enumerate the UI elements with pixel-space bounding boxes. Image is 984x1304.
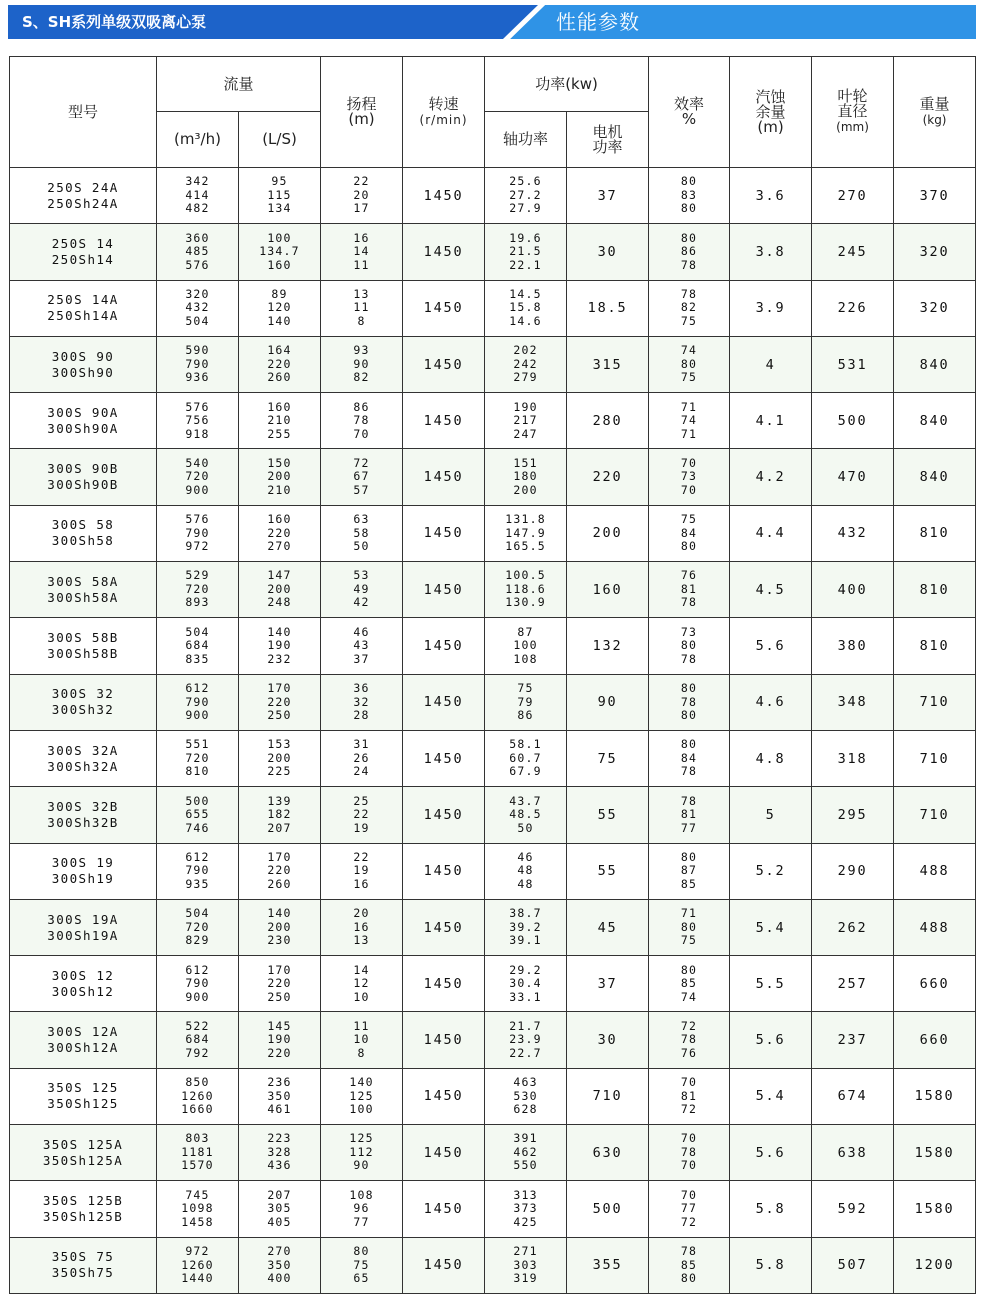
- cell-model: 350S 75 350Sh75: [10, 1237, 157, 1293]
- table-row: [10, 336, 976, 392]
- cell-head: 53 49 42: [321, 562, 403, 618]
- cell-shaft-power: 75 79 86: [485, 674, 567, 730]
- cell-head: 31 26 24: [321, 730, 403, 786]
- cell-flow-m3h: 360 485 576: [157, 224, 239, 280]
- cell-motor-power: 18.5: [567, 280, 649, 336]
- cell-head: 25 22 19: [321, 787, 403, 843]
- cell-motor-power: 200: [567, 505, 649, 561]
- cell-npsh: 4.6: [730, 674, 812, 730]
- table-row: [10, 505, 976, 561]
- cell-model: 300S 32A 300Sh32A: [10, 730, 157, 786]
- cell-impeller-diameter: 295: [812, 787, 894, 843]
- cell-speed: 1450: [403, 956, 485, 1012]
- cell-weight: 320: [894, 280, 976, 336]
- cell-impeller-diameter: 470: [812, 449, 894, 505]
- cell-motor-power: 280: [567, 393, 649, 449]
- cell-efficiency: 78 82 75: [649, 280, 730, 336]
- cell-head: 80 75 65: [321, 1237, 403, 1293]
- cell-head: 22 19 16: [321, 843, 403, 899]
- cell-shaft-power: 463 530 628: [485, 1068, 567, 1124]
- cell-npsh: 5.8: [730, 1181, 812, 1237]
- cell-impeller-diameter: 432: [812, 505, 894, 561]
- cell-efficiency: 80 87 85: [649, 843, 730, 899]
- cell-speed: 1450: [403, 618, 485, 674]
- cell-speed: 1450: [403, 224, 485, 280]
- table-row: [10, 1068, 976, 1124]
- cell-weight: 810: [894, 505, 976, 561]
- cell-speed: 1450: [403, 1237, 485, 1293]
- cell-flow-ls: 95 115 134: [239, 168, 321, 224]
- cell-impeller-diameter: 638: [812, 1125, 894, 1181]
- cell-motor-power: 45: [567, 899, 649, 955]
- cell-weight: 840: [894, 449, 976, 505]
- cell-weight: 1580: [894, 1181, 976, 1237]
- cell-speed: 1450: [403, 1125, 485, 1181]
- cell-model: 250S 24A 250Sh24A: [10, 168, 157, 224]
- table-row: [10, 730, 976, 786]
- cell-weight: 320: [894, 224, 976, 280]
- cell-flow-m3h: 529 720 893: [157, 562, 239, 618]
- cell-efficiency: 78 85 80: [649, 1237, 730, 1293]
- table-row: [10, 899, 976, 955]
- cell-flow-m3h: 803 1181 1570: [157, 1125, 239, 1181]
- cell-speed: 1450: [403, 562, 485, 618]
- header-impeller: 叶轮 直径 (mm): [812, 57, 894, 168]
- cell-npsh: 4.2: [730, 449, 812, 505]
- cell-head: 63 58 50: [321, 505, 403, 561]
- cell-impeller-diameter: 270: [812, 168, 894, 224]
- cell-efficiency: 70 81 72: [649, 1068, 730, 1124]
- cell-flow-ls: 139 182 207: [239, 787, 321, 843]
- cell-impeller-diameter: 500: [812, 393, 894, 449]
- cell-speed: 1450: [403, 899, 485, 955]
- cell-flow-m3h: 551 720 810: [157, 730, 239, 786]
- cell-motor-power: 55: [567, 843, 649, 899]
- cell-motor-power: 500: [567, 1181, 649, 1237]
- cell-speed: 1450: [403, 336, 485, 392]
- cell-flow-ls: 140 200 230: [239, 899, 321, 955]
- cell-head: 72 67 57: [321, 449, 403, 505]
- cell-efficiency: 75 84 80: [649, 505, 730, 561]
- cell-shaft-power: 151 180 200: [485, 449, 567, 505]
- cell-weight: 810: [894, 618, 976, 674]
- performance-table: [9, 56, 976, 1294]
- cell-npsh: 3.9: [730, 280, 812, 336]
- section-title: 性能参数: [556, 10, 640, 34]
- cell-speed: 1450: [403, 730, 485, 786]
- cell-motor-power: 132: [567, 618, 649, 674]
- cell-speed: 1450: [403, 843, 485, 899]
- cell-model: 300S 58B 300Sh58B: [10, 618, 157, 674]
- cell-weight: 488: [894, 843, 976, 899]
- cell-head: 20 16 13: [321, 899, 403, 955]
- cell-motor-power: 355: [567, 1237, 649, 1293]
- cell-speed: 1450: [403, 168, 485, 224]
- cell-shaft-power: 14.5 15.8 14.6: [485, 280, 567, 336]
- cell-efficiency: 78 81 77: [649, 787, 730, 843]
- cell-npsh: 4.1: [730, 393, 812, 449]
- cell-efficiency: 70 77 72: [649, 1181, 730, 1237]
- cell-efficiency: 70 78 70: [649, 1125, 730, 1181]
- table-row: [10, 1237, 976, 1293]
- cell-motor-power: 37: [567, 168, 649, 224]
- cell-efficiency: 72 78 76: [649, 1012, 730, 1068]
- cell-shaft-power: 21.7 23.9 22.7: [485, 1012, 567, 1068]
- cell-motor-power: 630: [567, 1125, 649, 1181]
- cell-flow-ls: 153 200 225: [239, 730, 321, 786]
- cell-weight: 810: [894, 562, 976, 618]
- table-row: [10, 843, 976, 899]
- cell-flow-m3h: 500 655 746: [157, 787, 239, 843]
- cell-weight: 1580: [894, 1125, 976, 1181]
- table-row: [10, 1012, 976, 1068]
- header-head: 扬程 (m): [321, 57, 403, 168]
- cell-impeller-diameter: 531: [812, 336, 894, 392]
- cell-impeller-diameter: 318: [812, 730, 894, 786]
- cell-head: 16 14 11: [321, 224, 403, 280]
- cell-head: 13 11 8: [321, 280, 403, 336]
- table-row: [10, 787, 976, 843]
- cell-efficiency: 71 74 71: [649, 393, 730, 449]
- cell-model: 350S 125B 350Sh125B: [10, 1181, 157, 1237]
- cell-shaft-power: 38.7 39.2 39.1: [485, 899, 567, 955]
- cell-weight: 1580: [894, 1068, 976, 1124]
- cell-flow-m3h: 612 790 900: [157, 956, 239, 1012]
- cell-weight: 488: [894, 899, 976, 955]
- cell-weight: 660: [894, 1012, 976, 1068]
- cell-flow-ls: 160 210 255: [239, 393, 321, 449]
- cell-motor-power: 220: [567, 449, 649, 505]
- cell-speed: 1450: [403, 505, 485, 561]
- cell-speed: 1450: [403, 393, 485, 449]
- cell-speed: 1450: [403, 674, 485, 730]
- cell-motor-power: 315: [567, 336, 649, 392]
- table-row: [10, 168, 976, 224]
- cell-motor-power: 30: [567, 224, 649, 280]
- header-flow-ls: (L/S): [239, 112, 321, 168]
- cell-model: 350S 125 350Sh125: [10, 1068, 157, 1124]
- cell-shaft-power: 313 373 425: [485, 1181, 567, 1237]
- header-speed: 转速 (r/min): [403, 57, 485, 168]
- cell-model: 300S 90 300Sh90: [10, 336, 157, 392]
- table-row: [10, 449, 976, 505]
- cell-motor-power: 710: [567, 1068, 649, 1124]
- cell-efficiency: 80 86 78: [649, 224, 730, 280]
- cell-motor-power: 90: [567, 674, 649, 730]
- cell-motor-power: 55: [567, 787, 649, 843]
- cell-flow-m3h: 342 414 482: [157, 168, 239, 224]
- cell-flow-m3h: 540 720 900: [157, 449, 239, 505]
- cell-head: 11 10 8: [321, 1012, 403, 1068]
- table-body: [10, 168, 976, 1294]
- cell-flow-ls: 236 350 461: [239, 1068, 321, 1124]
- table-row: [10, 1181, 976, 1237]
- cell-flow-ls: 100 134.7 160: [239, 224, 321, 280]
- cell-weight: 710: [894, 787, 976, 843]
- cell-speed: 1450: [403, 787, 485, 843]
- cell-flow-m3h: 850 1260 1660: [157, 1068, 239, 1124]
- cell-impeller-diameter: 348: [812, 674, 894, 730]
- cell-head: 86 78 70: [321, 393, 403, 449]
- table-row: [10, 393, 976, 449]
- header-motor-power: 电机 功率: [567, 112, 649, 168]
- cell-efficiency: 80 78 80: [649, 674, 730, 730]
- cell-model: 300S 19A 300Sh19A: [10, 899, 157, 955]
- cell-head: 22 20 17: [321, 168, 403, 224]
- table-header: [10, 57, 976, 168]
- cell-head: 36 32 28: [321, 674, 403, 730]
- cell-efficiency: 80 85 74: [649, 956, 730, 1012]
- cell-head: 46 43 37: [321, 618, 403, 674]
- cell-shaft-power: 131.8 147.9 165.5: [485, 505, 567, 561]
- header-power: 功率(kw): [485, 57, 649, 112]
- cell-speed: 1450: [403, 280, 485, 336]
- cell-flow-ls: 170 220 250: [239, 956, 321, 1012]
- cell-flow-m3h: 576 756 918: [157, 393, 239, 449]
- cell-efficiency: 80 83 80: [649, 168, 730, 224]
- cell-npsh: 3.6: [730, 168, 812, 224]
- cell-shaft-power: 29.2 30.4 33.1: [485, 956, 567, 1012]
- cell-motor-power: 75: [567, 730, 649, 786]
- cell-model: 350S 125A 350Sh125A: [10, 1125, 157, 1181]
- cell-motor-power: 37: [567, 956, 649, 1012]
- cell-shaft-power: 58.1 60.7 67.9: [485, 730, 567, 786]
- cell-model: 300S 90A 300Sh90A: [10, 393, 157, 449]
- cell-model: 300S 12 300Sh12: [10, 956, 157, 1012]
- cell-head: 93 90 82: [321, 336, 403, 392]
- table-row: [10, 562, 976, 618]
- cell-weight: 710: [894, 674, 976, 730]
- header-flow-m3h: (m³/h): [157, 112, 239, 168]
- cell-weight: 710: [894, 730, 976, 786]
- cell-flow-ls: 170 220 250: [239, 674, 321, 730]
- cell-flow-ls: 207 305 405: [239, 1181, 321, 1237]
- cell-model: 300S 32 300Sh32: [10, 674, 157, 730]
- cell-shaft-power: 391 462 550: [485, 1125, 567, 1181]
- cell-flow-ls: 147 200 248: [239, 562, 321, 618]
- table-row: [10, 1125, 976, 1181]
- cell-impeller-diameter: 400: [812, 562, 894, 618]
- header-efficiency: 效率 %: [649, 57, 730, 168]
- cell-npsh: 5.6: [730, 1125, 812, 1181]
- cell-speed: 1450: [403, 449, 485, 505]
- cell-npsh: 4: [730, 336, 812, 392]
- cell-npsh: 4.4: [730, 505, 812, 561]
- cell-npsh: 5.4: [730, 1068, 812, 1124]
- cell-weight: 1200: [894, 1237, 976, 1293]
- cell-impeller-diameter: 674: [812, 1068, 894, 1124]
- cell-shaft-power: 43.7 48.5 50: [485, 787, 567, 843]
- cell-flow-m3h: 972 1260 1440: [157, 1237, 239, 1293]
- cell-npsh: 5.2: [730, 843, 812, 899]
- cell-head: 14 12 10: [321, 956, 403, 1012]
- cell-model: 250S 14A 250Sh14A: [10, 280, 157, 336]
- header-model: 型号: [10, 57, 157, 168]
- cell-impeller-diameter: 507: [812, 1237, 894, 1293]
- cell-shaft-power: 100.5 118.6 130.9: [485, 562, 567, 618]
- cell-flow-m3h: 576 790 972: [157, 505, 239, 561]
- cell-impeller-diameter: 257: [812, 956, 894, 1012]
- cell-flow-m3h: 745 1098 1458: [157, 1181, 239, 1237]
- cell-head: 108 96 77: [321, 1181, 403, 1237]
- cell-npsh: 4.8: [730, 730, 812, 786]
- cell-head: 140 125 100: [321, 1068, 403, 1124]
- cell-flow-ls: 89 120 140: [239, 280, 321, 336]
- cell-flow-ls: 150 200 210: [239, 449, 321, 505]
- cell-head: 125 112 90: [321, 1125, 403, 1181]
- cell-npsh: 5.8: [730, 1237, 812, 1293]
- cell-shaft-power: 271 303 319: [485, 1237, 567, 1293]
- cell-flow-ls: 170 220 260: [239, 843, 321, 899]
- cell-npsh: 5: [730, 787, 812, 843]
- cell-weight: 840: [894, 336, 976, 392]
- cell-efficiency: 76 81 78: [649, 562, 730, 618]
- header-npsh: 汽蚀 余量 (m): [730, 57, 812, 168]
- cell-motor-power: 160: [567, 562, 649, 618]
- cell-motor-power: 30: [567, 1012, 649, 1068]
- cell-flow-m3h: 522 684 792: [157, 1012, 239, 1068]
- cell-flow-m3h: 504 720 829: [157, 899, 239, 955]
- cell-speed: 1450: [403, 1068, 485, 1124]
- series-title: S、SH系列单级双吸离心泵: [22, 13, 207, 31]
- header-weight: 重量 (kg): [894, 57, 976, 168]
- cell-flow-m3h: 590 790 936: [157, 336, 239, 392]
- cell-efficiency: 80 84 78: [649, 730, 730, 786]
- cell-shaft-power: 202 242 279: [485, 336, 567, 392]
- header-shaft-power: 轴功率: [485, 112, 567, 168]
- table-row: [10, 224, 976, 280]
- cell-npsh: 5.6: [730, 618, 812, 674]
- cell-impeller-diameter: 245: [812, 224, 894, 280]
- cell-shaft-power: 46 48 48: [485, 843, 567, 899]
- cell-flow-m3h: 612 790 900: [157, 674, 239, 730]
- table-row: [10, 618, 976, 674]
- cell-model: 300S 19 300Sh19: [10, 843, 157, 899]
- cell-weight: 370: [894, 168, 976, 224]
- cell-shaft-power: 19.6 21.5 22.1: [485, 224, 567, 280]
- cell-npsh: 5.4: [730, 899, 812, 955]
- cell-flow-ls: 164 220 260: [239, 336, 321, 392]
- cell-npsh: 3.8: [730, 224, 812, 280]
- cell-efficiency: 73 80 78: [649, 618, 730, 674]
- table-row: [10, 674, 976, 730]
- cell-efficiency: 70 73 70: [649, 449, 730, 505]
- table-row: [10, 280, 976, 336]
- cell-npsh: 4.5: [730, 562, 812, 618]
- header-banner: [8, 5, 976, 39]
- cell-flow-ls: 140 190 232: [239, 618, 321, 674]
- header-flow: 流量: [157, 57, 321, 112]
- cell-speed: 1450: [403, 1181, 485, 1237]
- cell-speed: 1450: [403, 1012, 485, 1068]
- table-row: [10, 956, 976, 1012]
- cell-impeller-diameter: 237: [812, 1012, 894, 1068]
- cell-impeller-diameter: 290: [812, 843, 894, 899]
- cell-weight: 660: [894, 956, 976, 1012]
- cell-impeller-diameter: 592: [812, 1181, 894, 1237]
- cell-weight: 840: [894, 393, 976, 449]
- cell-flow-ls: 160 220 270: [239, 505, 321, 561]
- cell-model: 300S 12A 300Sh12A: [10, 1012, 157, 1068]
- cell-flow-m3h: 320 432 504: [157, 280, 239, 336]
- cell-flow-m3h: 504 684 835: [157, 618, 239, 674]
- cell-model: 300S 58 300Sh58: [10, 505, 157, 561]
- cell-model: 300S 90B 300Sh90B: [10, 449, 157, 505]
- cell-npsh: 5.6: [730, 1012, 812, 1068]
- cell-efficiency: 71 80 75: [649, 899, 730, 955]
- cell-model: 300S 58A 300Sh58A: [10, 562, 157, 618]
- cell-flow-ls: 223 328 436: [239, 1125, 321, 1181]
- cell-flow-ls: 145 190 220: [239, 1012, 321, 1068]
- cell-impeller-diameter: 226: [812, 280, 894, 336]
- cell-flow-ls: 270 350 400: [239, 1237, 321, 1293]
- cell-efficiency: 74 80 75: [649, 336, 730, 392]
- cell-model: 300S 32B 300Sh32B: [10, 787, 157, 843]
- cell-impeller-diameter: 380: [812, 618, 894, 674]
- cell-shaft-power: 87 100 108: [485, 618, 567, 674]
- cell-impeller-diameter: 262: [812, 899, 894, 955]
- cell-shaft-power: 25.6 27.2 27.9: [485, 168, 567, 224]
- cell-flow-m3h: 612 790 935: [157, 843, 239, 899]
- cell-npsh: 5.5: [730, 956, 812, 1012]
- cell-model: 250S 14 250Sh14: [10, 224, 157, 280]
- cell-shaft-power: 190 217 247: [485, 393, 567, 449]
